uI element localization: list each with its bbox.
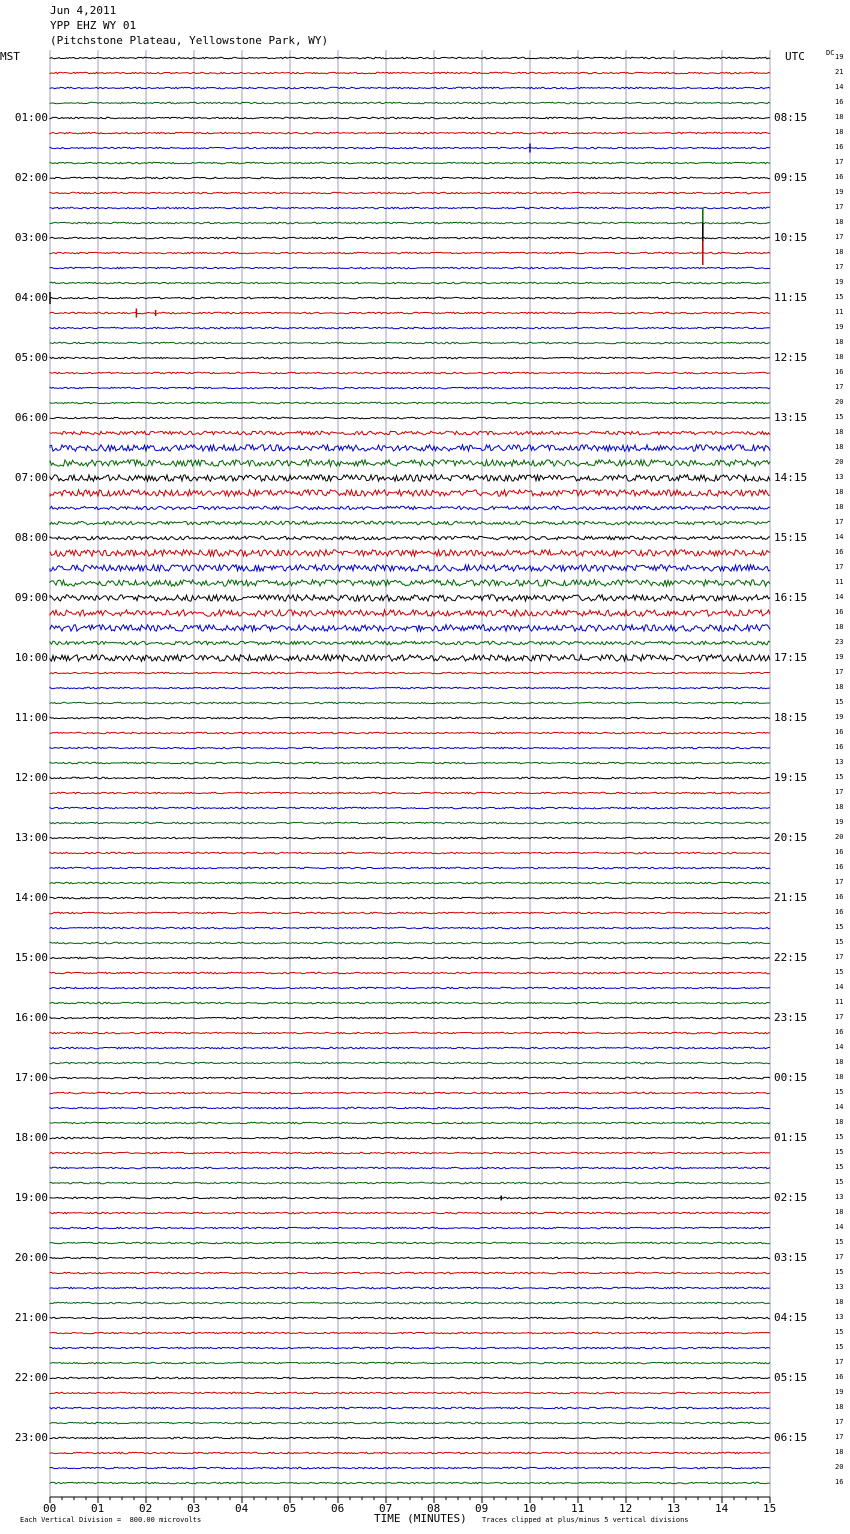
trace-row — [50, 1257, 770, 1259]
dc-offset-label: 15 — [835, 1133, 844, 1141]
trace-row — [50, 1107, 770, 1109]
mst-hour-label: 05:00 — [14, 351, 48, 364]
station-label: YPP EHZ WY 01 — [50, 19, 137, 32]
trace-row — [50, 1032, 770, 1034]
trace-row — [50, 1362, 770, 1364]
dc-offset-label: 14 — [835, 533, 844, 541]
utc-hour-label: 11:15 — [774, 291, 808, 304]
mst-hour-label: 04:00 — [14, 291, 48, 304]
trace-row — [50, 252, 770, 254]
dc-offset-label: 14 — [835, 1223, 844, 1231]
trace-row — [50, 580, 770, 586]
mst-hour-label: 08:00 — [14, 531, 48, 544]
dc-offset-label: 20 — [835, 1463, 844, 1471]
trace-row — [50, 837, 770, 839]
date-label: Jun 4,2011 — [50, 4, 117, 17]
mst-hour-label: 11:00 — [14, 711, 48, 724]
x-tick-label: 00 — [43, 1502, 57, 1515]
trace-row — [50, 702, 770, 704]
dc-offset-label: 16 — [835, 1028, 844, 1036]
x-tick-label: 02 — [139, 1502, 153, 1515]
dc-offset-label: 17 — [835, 383, 844, 391]
trace-row — [50, 267, 770, 269]
trace-row — [50, 1377, 770, 1379]
trace-row — [50, 1392, 770, 1394]
dc-offset-label: 18 — [835, 1118, 844, 1126]
dc-offset-label: 16 — [835, 143, 844, 151]
mst-hour-label: 18:00 — [14, 1131, 48, 1144]
utc-hour-label: 15:15 — [774, 531, 808, 544]
trace-row — [50, 1122, 770, 1124]
trace-row — [50, 927, 770, 929]
trace-row — [50, 1167, 770, 1169]
dc-offset-label: 13 — [835, 758, 844, 766]
trace-row — [50, 147, 770, 149]
mst-hour-label: 01:00 — [14, 111, 48, 124]
dc-offset-label: 16 — [835, 548, 844, 556]
mst-hour-label: 22:00 — [14, 1371, 48, 1384]
location-label: (Pitchstone Plateau, Yellowstone Park, WY) — [50, 34, 329, 47]
dc-offset-label: 14 — [835, 83, 844, 91]
dc-offset-label: 16 — [835, 368, 844, 376]
trace-row — [50, 342, 770, 344]
trace-row — [50, 792, 770, 794]
trace-row — [50, 1272, 770, 1274]
dc-offset-label: 19 — [835, 188, 844, 196]
dc-offset-label: 18 — [835, 1073, 844, 1081]
trace-row — [50, 1077, 770, 1079]
dc-offset-label: 17 — [835, 1433, 844, 1441]
mst-hour-label: 07:00 — [14, 471, 48, 484]
trace-row — [50, 1452, 770, 1454]
dc-offset-label: 15 — [835, 1178, 844, 1186]
x-tick-label: 08 — [427, 1502, 441, 1515]
dc-offset-label: 18 — [835, 443, 844, 451]
trace-row — [50, 1152, 770, 1154]
mst-hour-label: 06:00 — [14, 411, 48, 424]
x-tick-label: 06 — [331, 1502, 345, 1515]
dc-offset-label: 15 — [835, 698, 844, 706]
dc-offset-label: 18 — [835, 128, 844, 136]
trace-row — [50, 1482, 770, 1484]
dc-offset-label: 15 — [835, 1328, 844, 1336]
trace-row — [50, 1227, 770, 1229]
dc-offset-label: 20 — [835, 833, 844, 841]
trace-row — [50, 372, 770, 374]
trace-row — [50, 942, 770, 944]
trace-row — [50, 1317, 770, 1319]
dc-offset-label: 19 — [835, 818, 844, 826]
dc-offset-label: 18 — [835, 338, 844, 346]
dc-offset-label: 21 — [835, 68, 844, 76]
trace-row — [50, 132, 770, 134]
dc-offset-label: 18 — [835, 1208, 844, 1216]
dc-offset-label: 13 — [835, 473, 844, 481]
dc-offset-label: 11 — [835, 578, 844, 586]
trace-row — [50, 312, 770, 314]
dc-offset-label: 17 — [835, 1418, 844, 1426]
trace-row — [50, 655, 770, 661]
trace-row — [50, 117, 770, 119]
utc-hour-label: 23:15 — [774, 1011, 808, 1024]
trace-row — [50, 1137, 770, 1139]
trace-row — [50, 1002, 770, 1004]
mst-hour-label: 15:00 — [14, 951, 48, 964]
dc-offset-label: 17 — [835, 668, 844, 676]
dc-offset-label: 16 — [835, 743, 844, 751]
mst-hour-label: 21:00 — [14, 1311, 48, 1324]
utc-hour-label: 06:15 — [774, 1431, 808, 1444]
trace-row — [50, 867, 770, 869]
x-tick-label: 10 — [523, 1502, 537, 1515]
x-tick-label: 01 — [91, 1502, 105, 1515]
utc-hour-label: 20:15 — [774, 831, 808, 844]
dc-offset-label: 15 — [835, 413, 844, 421]
utc-hour-label: 01:15 — [774, 1131, 808, 1144]
trace-row — [50, 717, 770, 719]
x-tick-label: 15 — [763, 1502, 777, 1515]
dc-offset-label: 13 — [835, 1313, 844, 1321]
mst-hour-label: 03:00 — [14, 231, 48, 244]
trace-row — [50, 912, 770, 914]
dc-offset-label: 16 — [835, 848, 844, 856]
trace-row — [50, 57, 770, 59]
trace-row — [50, 1212, 770, 1214]
mst-hour-label: 14:00 — [14, 891, 48, 904]
mst-hour-label: 16:00 — [14, 1011, 48, 1024]
dc-offset-label: 15 — [835, 773, 844, 781]
trace-row — [50, 1302, 770, 1304]
mst-hour-label: 02:00 — [14, 171, 48, 184]
trace-row — [50, 1287, 770, 1289]
dc-offset-label: 18 — [835, 503, 844, 511]
dc-offset-label: 15 — [835, 1238, 844, 1246]
trace-row — [50, 1332, 770, 1334]
trace-row — [50, 72, 770, 74]
trace-row — [50, 431, 770, 435]
utc-hour-label: 12:15 — [774, 351, 808, 364]
dc-offset-label: 18 — [835, 683, 844, 691]
dc-offset-label: 17 — [835, 203, 844, 211]
trace-row — [50, 102, 770, 104]
trace-row — [50, 417, 770, 419]
trace-row — [50, 595, 770, 601]
dc-offset-label: 17 — [835, 953, 844, 961]
dc-offset-label: 16 — [835, 728, 844, 736]
utc-hour-label: 05:15 — [774, 1371, 808, 1384]
dc-offset-label: 19 — [835, 1388, 844, 1396]
dc-offset-label: 16 — [835, 863, 844, 871]
trace-row — [50, 490, 770, 496]
trace-row — [50, 641, 770, 645]
trace-row — [50, 987, 770, 989]
dc-offset-label: 11 — [835, 998, 844, 1006]
dc-offset-label: 20 — [835, 398, 844, 406]
dc-offset-label: 11 — [835, 308, 844, 316]
trace-row — [50, 1347, 770, 1349]
trace-row — [50, 506, 770, 510]
trace-row — [50, 625, 770, 631]
mst-hour-label: 10:00 — [14, 651, 48, 664]
dc-offset-label: 16 — [835, 608, 844, 616]
mst-hour-label: 12:00 — [14, 771, 48, 784]
x-tick-label: 13 — [667, 1502, 681, 1515]
trace-row — [50, 237, 770, 239]
x-tick-label: 03 — [187, 1502, 201, 1515]
trace-row — [50, 807, 770, 809]
dc-offset-label: 15 — [835, 1268, 844, 1276]
trace-row — [50, 177, 770, 179]
trace-row — [50, 1092, 770, 1094]
dc-offset-label: 18 — [835, 1058, 844, 1066]
trace-row — [50, 897, 770, 899]
x-tick-label: 14 — [715, 1502, 729, 1515]
dc-offset-label: 17 — [835, 1253, 844, 1261]
dc-offset-label: 19 — [835, 713, 844, 721]
x-tick-label: 12 — [619, 1502, 633, 1515]
utc-hour-label: 03:15 — [774, 1251, 808, 1264]
trace-row — [50, 192, 770, 194]
dc-offset-label: 16 — [835, 1478, 844, 1486]
trace-row — [50, 1017, 770, 1019]
dc-offset-label: 19 — [835, 53, 844, 61]
trace-row — [50, 1047, 770, 1049]
trace-row — [50, 672, 770, 674]
trace-row — [50, 610, 770, 616]
trace-row — [50, 162, 770, 164]
trace-row — [50, 475, 770, 481]
right-axis-label: UTC — [785, 50, 805, 63]
utc-hour-label: 02:15 — [774, 1191, 808, 1204]
dc-offset-label: 18 — [835, 353, 844, 361]
clip-note: Traces clipped at plus/minus 5 vertical divisions — [482, 1516, 689, 1524]
dc-offset-label: 17 — [835, 518, 844, 526]
mst-hour-label: 13:00 — [14, 831, 48, 844]
trace-row — [50, 536, 770, 540]
trace-row — [50, 565, 770, 571]
dc-offset-label: 13 — [835, 1193, 844, 1201]
dc-offset-label: 18 — [835, 1298, 844, 1306]
utc-hour-label: 14:15 — [774, 471, 808, 484]
trace-row — [50, 747, 770, 749]
utc-hour-label: 17:15 — [774, 651, 808, 664]
x-tick-label: 11 — [571, 1502, 585, 1515]
dc-offset-label: 19 — [835, 278, 844, 286]
dc-offset-label: 18 — [835, 248, 844, 256]
dc-offset-label: 18 — [835, 428, 844, 436]
dc-offset-label: 18 — [835, 623, 844, 631]
dc-offset-label: 15 — [835, 923, 844, 931]
dc-offset-label: 19 — [835, 323, 844, 331]
x-tick-label: 09 — [475, 1502, 489, 1515]
dc-offset-label: 18 — [835, 113, 844, 121]
dc-offset-label: 16 — [835, 908, 844, 916]
trace-row — [50, 327, 770, 329]
utc-hour-label: 04:15 — [774, 1311, 808, 1324]
dc-offset-label: 15 — [835, 1163, 844, 1171]
dc-offset-label: 18 — [835, 803, 844, 811]
x-tick-label: 04 — [235, 1502, 249, 1515]
dc-offset-label: 18 — [835, 1403, 844, 1411]
trace-row — [50, 882, 770, 884]
trace-row — [50, 222, 770, 224]
dc-offset-label: 17 — [835, 158, 844, 166]
dc-offset-label: 17 — [835, 788, 844, 796]
utc-hour-label: 00:15 — [774, 1071, 808, 1084]
trace-row — [50, 777, 770, 779]
mst-hour-label: 09:00 — [14, 591, 48, 604]
dc-offset-label: 15 — [835, 938, 844, 946]
mst-hour-label: 23:00 — [14, 1431, 48, 1444]
x-tick-label: 07 — [379, 1502, 393, 1515]
trace-row — [50, 297, 770, 299]
utc-hour-label: 22:15 — [774, 951, 808, 964]
trace-row — [50, 357, 770, 359]
trace-row — [50, 1437, 770, 1439]
dc-offset-label: 14 — [835, 593, 844, 601]
trace-row — [50, 1407, 770, 1409]
trace-row — [50, 460, 770, 466]
x-axis-title: TIME (MINUTES) — [374, 1512, 467, 1525]
dc-offset-label: 14 — [835, 983, 844, 991]
dc-label: DC — [826, 49, 835, 57]
dc-offset-label: 17 — [835, 1358, 844, 1366]
dc-offset-label: 18 — [835, 1448, 844, 1456]
trace-row — [50, 207, 770, 209]
trace-row — [50, 822, 770, 824]
dc-offset-label: 15 — [835, 293, 844, 301]
dc-offset-label: 23 — [835, 638, 844, 646]
left-axis-label: MST — [0, 50, 20, 63]
utc-hour-label: 10:15 — [774, 231, 808, 244]
trace-row — [50, 521, 770, 525]
dc-offset-label: 13 — [835, 1283, 844, 1291]
utc-hour-label: 13:15 — [774, 411, 808, 424]
trace-row — [50, 1467, 770, 1469]
trace-row — [50, 550, 770, 556]
trace-row — [50, 852, 770, 854]
dc-offset-label: 16 — [835, 98, 844, 106]
dc-offset-label: 16 — [835, 173, 844, 181]
dc-offset-label: 17 — [835, 263, 844, 271]
utc-hour-label: 18:15 — [774, 711, 808, 724]
utc-hour-label: 21:15 — [774, 891, 808, 904]
trace-row — [50, 402, 770, 404]
utc-hour-label: 09:15 — [774, 171, 808, 184]
dc-offset-label: 15 — [835, 968, 844, 976]
trace-row — [50, 732, 770, 734]
mst-hour-label: 20:00 — [14, 1251, 48, 1264]
dc-offset-label: 17 — [835, 563, 844, 571]
trace-row — [50, 762, 770, 764]
trace-row — [50, 1197, 770, 1199]
dc-offset-label: 18 — [835, 218, 844, 226]
dc-offset-label: 17 — [835, 233, 844, 241]
dc-offset-label: 16 — [835, 1373, 844, 1381]
x-tick-label: 05 — [283, 1502, 297, 1515]
trace-row — [50, 445, 770, 451]
dc-offset-label: 17 — [835, 1013, 844, 1021]
utc-hour-label: 19:15 — [774, 771, 808, 784]
dc-offset-label: 14 — [835, 1043, 844, 1051]
dc-offset-label: 16 — [835, 893, 844, 901]
trace-row — [50, 87, 770, 89]
scale-note: Each Vertical Division = 800.00 microvolts — [20, 1516, 202, 1524]
trace-row — [50, 972, 770, 974]
trace-row — [50, 1062, 770, 1064]
utc-hour-label: 08:15 — [774, 111, 808, 124]
dc-offset-label: 17 — [835, 878, 844, 886]
dc-offset-label: 15 — [835, 1088, 844, 1096]
trace-row — [50, 1242, 770, 1244]
dc-offset-label: 18 — [835, 488, 844, 496]
utc-hour-label: 16:15 — [774, 591, 808, 604]
trace-row — [50, 957, 770, 959]
dc-offset-label: 20 — [835, 458, 844, 466]
dc-offset-label: 14 — [835, 1103, 844, 1111]
trace-row — [50, 1422, 770, 1424]
trace-row — [50, 387, 770, 389]
mst-hour-label: 17:00 — [14, 1071, 48, 1084]
trace-row — [50, 687, 770, 689]
trace-row — [50, 282, 770, 284]
dc-offset-label: 15 — [835, 1343, 844, 1351]
mst-hour-label: 19:00 — [14, 1191, 48, 1204]
dc-offset-label: 19 — [835, 653, 844, 661]
trace-row — [50, 1182, 770, 1184]
dc-offset-label: 15 — [835, 1148, 844, 1156]
